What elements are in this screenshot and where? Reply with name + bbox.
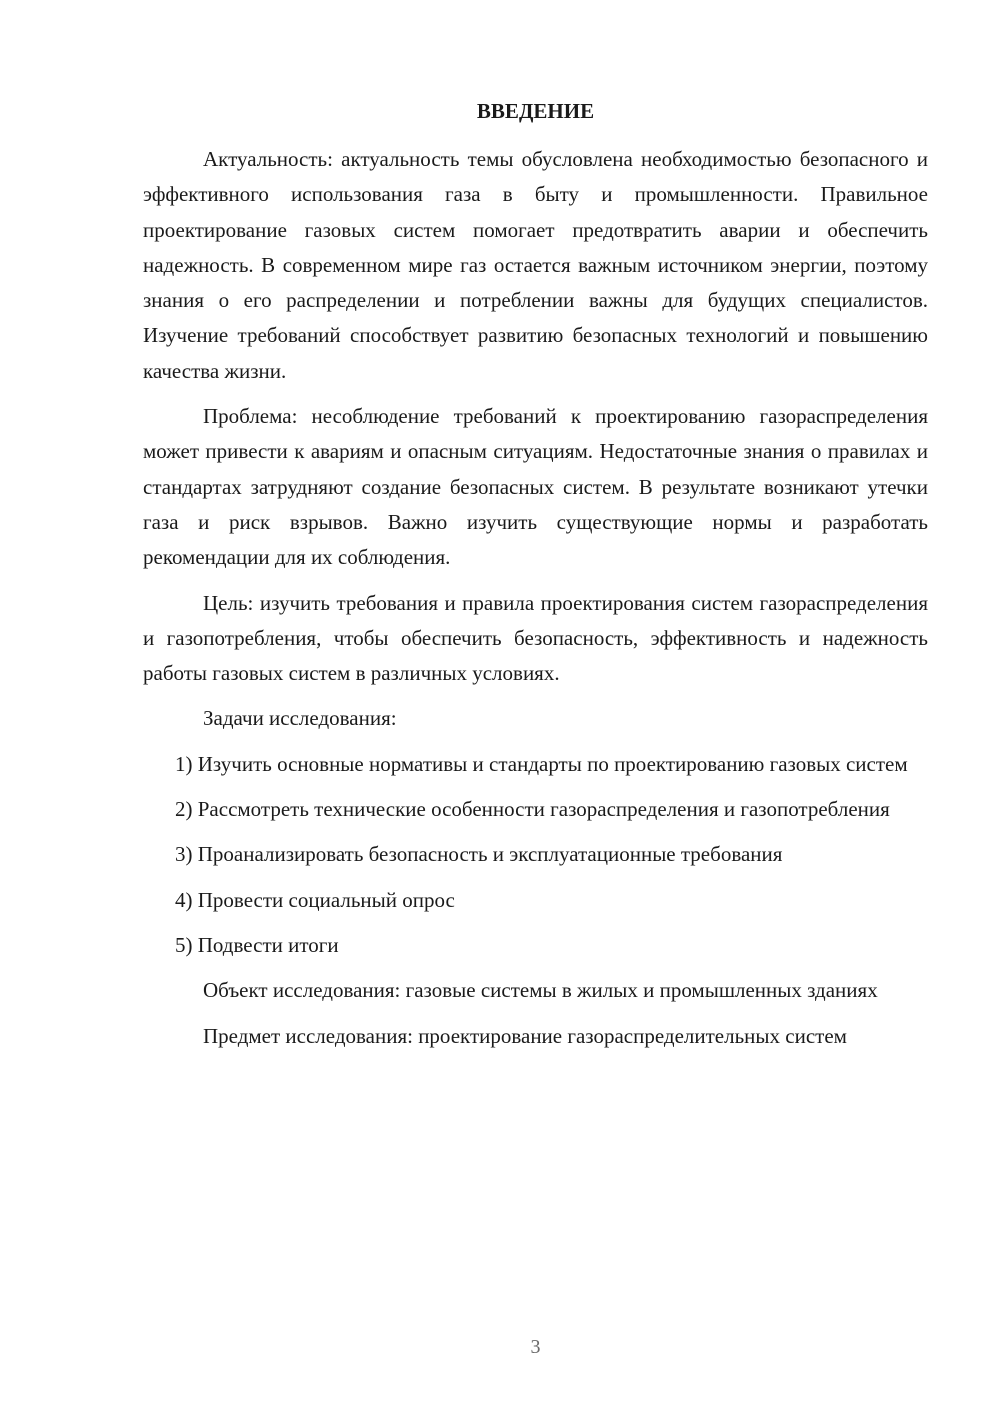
paragraph-subject: Предмет исследования: проектирование газораспределительных систем [203, 1023, 847, 1048]
tasks-heading: Задачи исследования: [203, 706, 397, 731]
task-item-3: 3) Проанализировать безопасность и эксплуатационные требования [175, 842, 783, 867]
document-page [143, 0, 928, 1414]
page-number: 3 [530, 1336, 541, 1358]
paragraph-problem: Проблема: несоблюдение требований к проектированию газораспределения может привести к авариям и опасным ситуациям. Недостаточные знания о правилах и стандартах затрудняют создание безопасных систем. В результате возникают утечки газа и риск взрывов. Важно изучить существующие нормы и разработать рекомендации для их соблюдения. [143, 404, 928, 570]
task-item-1: 1) Изучить основные нормативы и стандарты по проектированию газовых систем [175, 751, 908, 776]
task-item-4: 4) Провести социальный опрос [175, 887, 455, 912]
section-title: ВВЕДЕНИЕ [476, 99, 595, 123]
paragraph-object: Объект исследования: газовые системы в жилых и промышленных зданиях [203, 978, 878, 1003]
paragraph-goal: Цель: изучить требования и правила проектирования систем газораспределения и газопотребления, чтобы обеспечить безопасность, эффективность и надежность работы газовых систем в различных условиях. [143, 590, 928, 686]
paragraph-relevance: Актуальность: актуальность темы обусловлена необходимостью безопасного и эффективного использования газа в быту и промышленности. Правильное проектирование газовых систем помогает предотвратить аварии и обеспечить надежность. В современном мире газ остается важным источником энергии, поэтому знания о его распределении и потреблении важны для будущих специалистов. Изучение требований способствует развитию безопасных технологий и повышению качества жизни. [143, 147, 928, 383]
document-body [143, 142, 928, 1064]
task-item-2: 2) Рассмотреть технические особенности газораспределения и газопотребления [175, 797, 890, 822]
task-item-5: 5) Подвести итоги [175, 932, 339, 957]
